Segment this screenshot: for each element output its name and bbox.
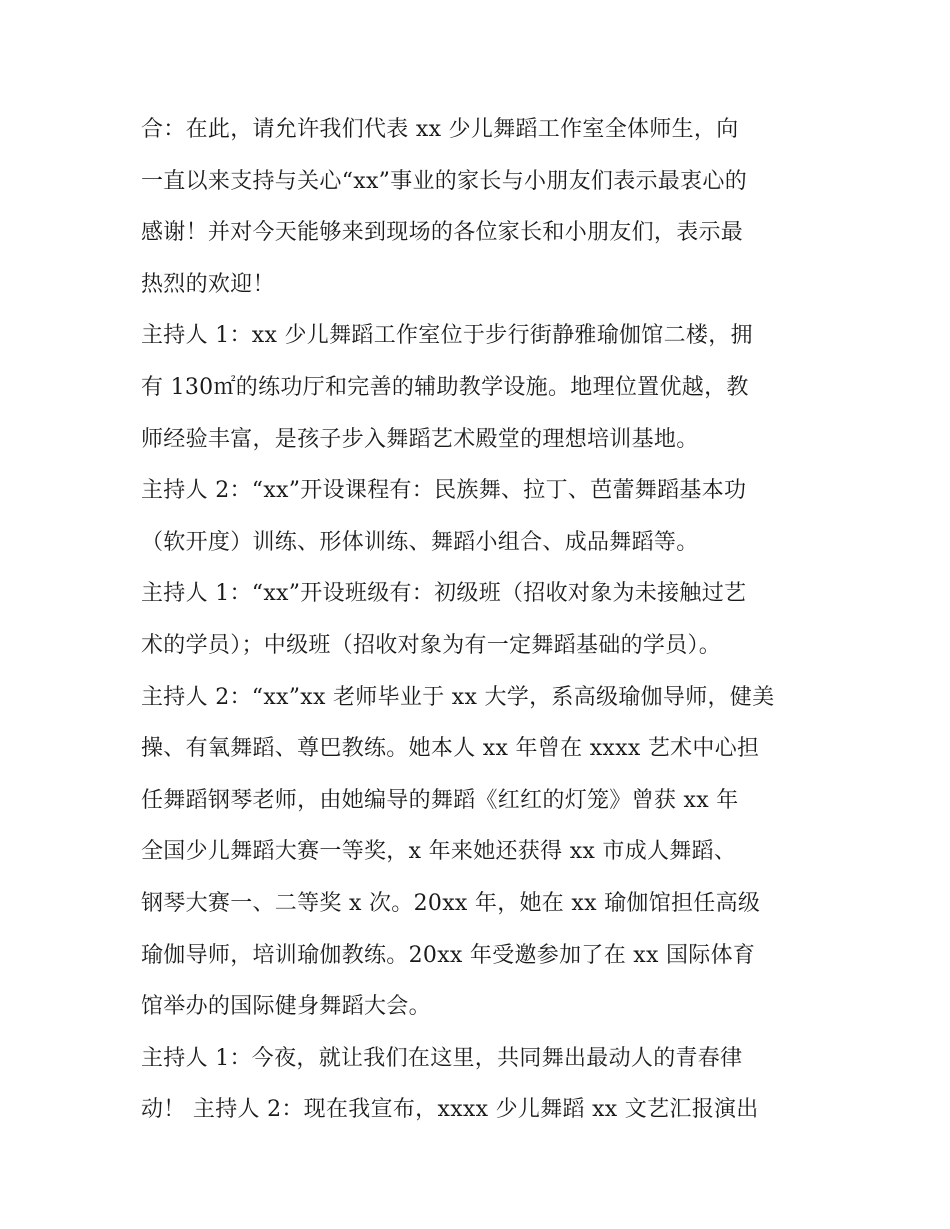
text-line: 热烈的欢迎！ [141,271,275,297]
text-line: 师经验丰富，是孩子步入舞蹈艺术殿堂的理想培训基地。 [141,426,699,452]
text-line: 主持人 1：今夜，就让我们在这里，共同舞出最动人的青春律 [141,1045,743,1071]
text-line: 任舞蹈钢琴老师，由她编导的舞蹈《红红的灯笼》曾获 xx 年 [141,787,739,813]
text-line: 一直以来支持与关心“xx”事业的家长与小朋友们表示最衷心的 [141,168,748,194]
document-body [141,104,821,1136]
text-line: 馆举办的国际健身舞蹈大会。 [141,994,431,1020]
text-line: 钢琴大赛一、二等奖 x 次。20xx 年，她在 xx 瑜伽馆担任高级 [141,890,761,916]
text-line: 主持人 2：“xx”xx 老师毕业于 xx 大学，系高级瑜伽导师，健美 [141,684,775,710]
text-line: 主持人 1：xx 少儿舞蹈工作室位于步行街静雅瑜伽馆二楼，拥 [141,323,753,349]
text-line: 操、有氧舞蹈、尊巴教练。她本人 xx 年曾在 xxxx 艺术中心担 [141,736,760,762]
text-line: 瑜伽导师，培训瑜伽教练。20xx 年受邀参加了在 xx 国际体育 [141,942,756,968]
text-line: 有 130㎡的练功厅和完善的辅助教学设施。地理位置优越，教 [141,374,749,400]
text-line: 合：在此，请允许我们代表 xx 少儿舞蹈工作室全体师生，向 [141,117,739,142]
text-line: （软开度）训练、形体训练、舞蹈小组合、成品舞蹈等。 [141,529,699,555]
text-line: 动！ 主持人 2：现在我宣布，xxxx 少儿舞蹈 xx 文艺汇报演出 [141,1097,759,1123]
text-line: 感谢！并对今天能够来到现场的各位家长和小朋友们，表示最 [141,220,744,246]
text-line: 主持人 2：“xx”开设课程有：民族舞、拉丁、芭蕾舞蹈基本功 [141,478,747,504]
text-line: 全国少儿舞蹈大赛一等奖，x 年来她还获得 xx 市成人舞蹈、 [141,839,737,865]
text-line: 术的学员）；中级班（招收对象为有一定舞蹈基础的学员）。 [141,632,722,658]
text-line: 主持人 1：“xx”开设班级有：初级班（招收对象为未接触过艺 [141,581,747,607]
